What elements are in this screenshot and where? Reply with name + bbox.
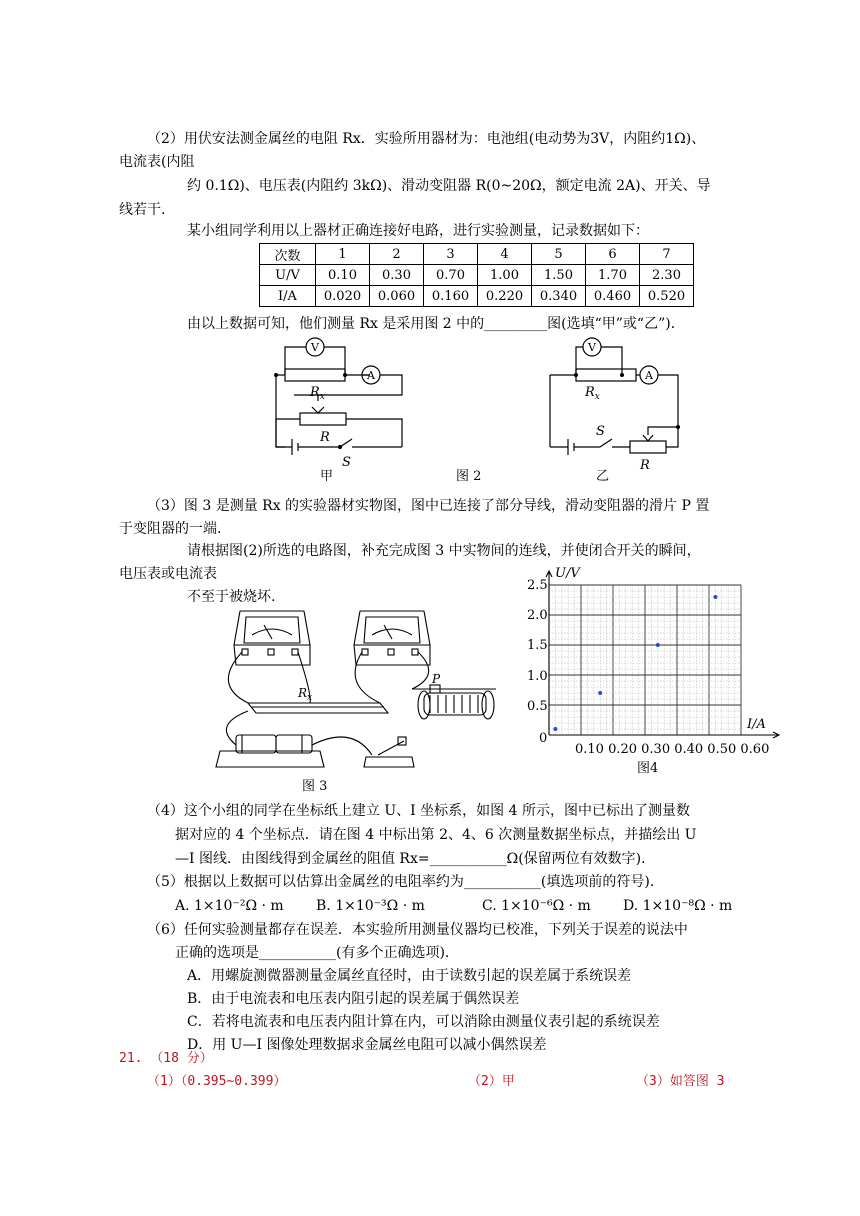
fig3-p-label: P [432,672,441,686]
fig2-caption: 图 2 [456,469,482,484]
data-point [553,727,557,731]
answer-heading: 21. （18 分） [119,1051,213,1066]
fig2-yi-rx-label: R [585,385,595,400]
table-cell: 2.30 [640,265,694,286]
table-cell: 5 [532,244,586,265]
table-cell: 7 [640,244,694,265]
table-cell: 0.30 [370,265,424,286]
y-tick-label: 2.0 [527,608,548,623]
p4-line2: 据对应的 4 个坐标点．请在图 4 中标出第 2、4、6 次测量数据坐标点，并描绘出 U [175,827,697,843]
grid [546,571,779,738]
table-cell: 0.020 [316,286,370,307]
table-cell: 0.060 [370,286,424,307]
y-tick-label: 2.5 [527,578,548,593]
table-cell: 1.70 [586,265,640,286]
p3-line4: 电压表或电流表 [119,566,217,582]
table-row [260,286,694,307]
table-cell: 3 [424,244,478,265]
fig2-jia-caption: 甲 [320,469,334,484]
p6-line1: （6）任何实验测量都存在误差．本实验所用测量仪器均已校准，下列关于误差的说法中 [147,922,688,938]
fig2-yi-ammeter-label: A [645,369,653,382]
fig2-yi-caption: 乙 [596,469,610,484]
table-cell: 次数 [260,244,316,265]
p5-option-c: C. 1×10⁻⁶Ω · m [482,898,591,914]
svg-text:Rx [309,385,325,402]
fig2-yi-s-label: S [596,424,605,439]
answer-1: （1）（0.395~0.399） [147,1074,287,1089]
y-tick-label: 1.0 [527,669,548,684]
p5-line1: （5）根据以上数据可以估算出金属丝的电阻率约为___________(填选项前的符号)． [147,874,664,890]
table-cell: 0.520 [640,286,694,307]
p3-line3: 请根据图(2)所选的电路图，补充完成图 3 中实物间的连线，并使闭合开关的瞬间， [187,543,701,559]
fig4-caption: 图4 [637,761,659,776]
p5-option-a: A. 1×10⁻²Ω · m [175,898,284,914]
table-cell: 0.460 [586,286,640,307]
table-cell: 0.10 [316,265,370,286]
y-axis-label: U/V [555,566,580,581]
p3-line2: 于变阻器的一端. [119,521,222,537]
data-table [259,243,694,307]
y-tick-label: 1.5 [527,638,548,653]
y-tick-label: 0 [539,731,548,746]
x-axis-label: I/A [747,717,766,732]
table-row [260,265,694,286]
fig2-jia-ammeter-label: A [367,369,375,382]
table-cell: 0.340 [532,286,586,307]
fig2-yi-rx-sub: x [594,392,600,402]
fig3-rx-sub: x [307,693,313,703]
p2-line5: 某小组同学利用以上器材正确连接好电路，进行实验测量，记录数据如下： [187,223,649,239]
p2-line6: 由以上数据可知，他们测量 Rx 是采用图 2 中的_________图(选填“甲”或“乙”)． [187,316,685,332]
fig2-jia-rx-label: R [310,385,320,400]
y-tick-label: 0.5 [527,699,548,714]
p6-line2: 正确的选项是___________(有多个正确选项)． [175,945,459,961]
table-cell: 0.70 [424,265,478,286]
table-cell: 1.00 [478,265,532,286]
p4-line1: （4）这个小组的同学在坐标纸上建立 U、I 坐标系，如图 4 所示，图中已标出了测量数 [147,803,690,819]
fig2-jia-s-label: S [342,455,351,470]
table-cell: 0.220 [478,286,532,307]
p6-option-b: B．由于电流表和电压表内阻引起的误差属于偶然误差 [187,991,520,1007]
table-cell: 1.50 [532,265,586,286]
answer-3: （3）如答图 3 [636,1074,725,1089]
p6-option-c: C．若将电流表和电压表内阻计算在内，可以消除由测量仪表引起的系统误差 [187,1014,660,1030]
fig3-caption: 图 3 [302,779,328,794]
table-cell: 4 [478,244,532,265]
x-tick-labels: 0.10 0.20 0.30 0.40 0.50 0.60 [575,742,770,757]
table-cell: 0.160 [424,286,478,307]
fig2-jia-r-label: R [320,430,330,445]
fig2-jia-rx-sub: x [319,392,325,402]
table-cell: U/V [260,265,316,286]
fig2-yi-r-label: R [640,458,650,473]
p2-line2: 电流表(内阻 [119,154,195,170]
p3-line5: 不至于被烧坏. [187,589,276,605]
p6-option-d: D．用 U—I 图像处理数据求金属丝电阻可以减小偶然误差 [187,1037,547,1053]
figure-2-circuits [260,335,700,485]
p2-line3: 约 0.1Ω)、电压表(内阻约 3kΩ)、滑动变阻器 R(0~20Ω，额定电流 2A)、开关、导 [187,178,711,194]
table-cell: I/A [260,286,316,307]
p2-line4: 线若干. [119,202,166,218]
data-point [713,595,717,599]
table-cell: 6 [586,244,640,265]
data-point [598,691,602,695]
fig2-yi-voltmeter-label: V [588,341,596,354]
answer-2: （2）甲 [468,1074,515,1089]
p5-option-b: B. 1×10⁻³Ω · m [316,898,425,914]
svg-text:Rx [584,385,600,402]
fig2-jia-voltmeter-label: V [311,341,319,354]
fig3-rx-label: R [298,686,308,700]
table-cell: 1 [316,244,370,265]
table-cell: 2 [370,244,424,265]
p6-option-a: A．用螺旋测微器测量金属丝直径时，由于读数引起的误差属于系统误差 [187,968,632,984]
figure-3-apparatus [212,605,512,795]
figure-4-graph [515,565,795,780]
table-row [260,244,694,265]
p4-line3: —I 图线．由图线得到金属丝的阻值 Rx=___________Ω(保留两位有效数字)． [175,851,656,867]
data-point [656,643,660,647]
svg-text:Rx [297,686,312,703]
p3-line1: （3）图 3 是测量 Rx 的实验器材实物图，图中已连接了部分导线，滑动变阻器的滑片 P 置 [147,498,710,514]
p2-line1: （2）用伏安法测金属丝的电阻 Rx．实验所用器材为：电池组(电动势为3V，内阻约1Ω)、 [147,131,706,147]
p5-option-d: D. 1×10⁻⁸Ω · m [623,898,733,914]
